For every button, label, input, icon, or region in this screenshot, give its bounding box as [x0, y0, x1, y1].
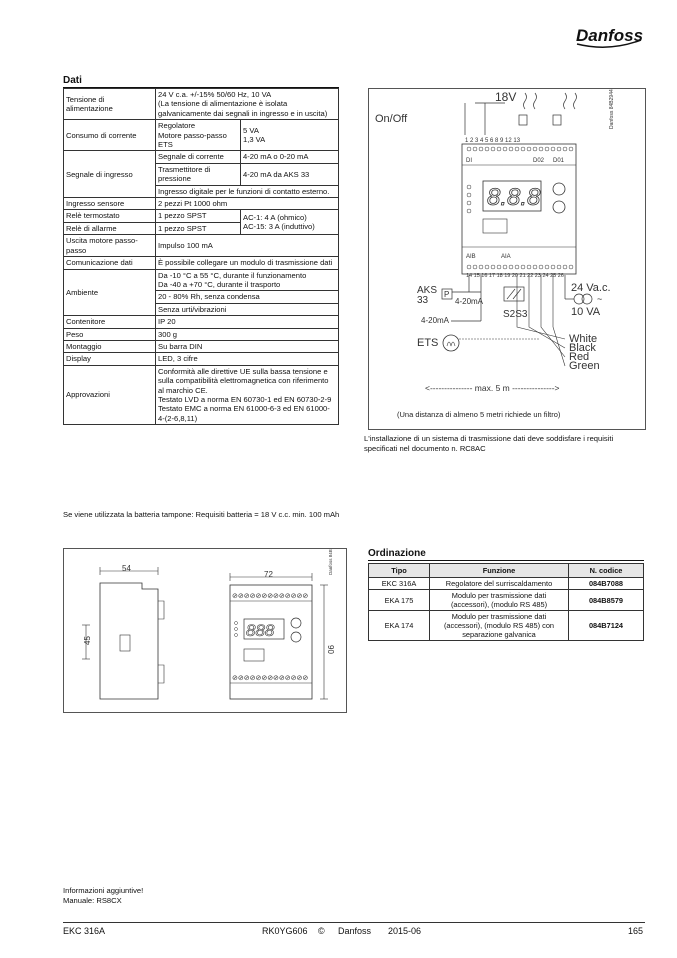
table-row [64, 269, 339, 291]
row-label: Display [64, 353, 156, 365]
cell-tipo: EKA 174 [369, 611, 430, 641]
row-label: Ambiente [64, 269, 156, 316]
dim-54: 54 [122, 564, 131, 573]
battery-note: Se viene utilizzata la batteria tampone: Requisiti batteria = 18 V c.c. min. 100 mAh [63, 510, 340, 519]
dim-72: 72 [264, 570, 273, 579]
dati-title: Dati [63, 75, 82, 86]
consumo-b: Motore passo-passo ETS [158, 130, 227, 150]
ets-label: ETS [417, 337, 439, 349]
table-row [64, 89, 339, 120]
tensione-note: (La tensione di alimentazione è isolata galvanicamente dai segnali in ingresso e in uscita) [158, 99, 328, 118]
ordinazione-title: Ordinazione [368, 548, 426, 559]
danfoss-logo [573, 22, 645, 52]
table-row [64, 257, 339, 269]
tensione-value: 24 V c.a. +/-15% 50/60 Hz, 10 VA [158, 90, 272, 99]
rele-spec-2: AC-15: 3 A (induttivo) [243, 222, 315, 232]
table-row [64, 365, 339, 424]
front-button-up-icon [291, 618, 301, 628]
row-label: Relè di allarme [64, 222, 156, 234]
footer-rule [63, 922, 645, 923]
wire-green-label: Green [569, 360, 600, 372]
wiring-side-code: Danfoss 84B2944.13 [609, 89, 615, 129]
dati-table [63, 88, 339, 425]
terminal-row-top [467, 147, 573, 151]
footer-brand: Danfoss [338, 926, 372, 936]
cell-funzione: Modulo per trasmissione dati (accessori), (modulo RS 485) [430, 590, 569, 611]
row-label: Tensione di alimentazione [64, 89, 156, 120]
row-value: 4-20 mA da AKS 33 [241, 163, 339, 185]
footer-doc: RK0YG606 [262, 926, 308, 936]
ma-label-1: 4-20mA [455, 297, 484, 306]
approvazioni-2: Testato LVD a norma EN 60730-1 ed EN 60730-2-9 [158, 394, 332, 404]
approvazioni-3: Testato EMC a norma EN 61000-6-3 ed EN 61000-4-(2-6,8,11) [158, 404, 330, 423]
ordinazione-table [368, 563, 644, 641]
row-value [156, 365, 339, 424]
front-terminals-top: ⊘⊘⊘⊘⊘⊘⊘⊘⊘⊘⊘⊘⊘ [232, 593, 309, 600]
row-value: 300 g [156, 328, 339, 340]
dim-90: 90 [326, 645, 335, 654]
row-value: È possibile collegare un modulo di trasmissione dati [156, 257, 339, 269]
row-value: 1 pezzo SPST [156, 210, 241, 222]
di-label: DI [466, 158, 472, 164]
row-value [241, 210, 339, 235]
on-off-label: On/Off [375, 113, 408, 125]
consumo-b-val: 1,3 VA [243, 135, 266, 145]
row-value: Segnale di corrente [156, 151, 241, 163]
col-tipo: Tipo [369, 564, 430, 578]
row-value: LED, 3 cifre [156, 353, 339, 365]
row-label: Peso [64, 328, 156, 340]
row-value: 1 pezzo SPST [156, 222, 241, 234]
row-label: Uscita motore passo-passo [64, 235, 156, 257]
aib-label: AIB [466, 254, 476, 260]
row-value: Impulso 100 mA [156, 235, 339, 257]
footer-product: EKC 316A [63, 926, 106, 936]
table-row [64, 340, 339, 352]
col-funzione: Funzione [430, 564, 569, 578]
row-value: IP 20 [156, 316, 339, 328]
row-label: Consumo di corrente [64, 120, 156, 151]
row-value: 20 - 80% Rh, senza condensa [156, 291, 339, 303]
terminal-row-bottom [467, 265, 573, 269]
row-value: 4-20 mA o 0-20 mA [241, 151, 339, 163]
page-number: 165 [628, 926, 644, 936]
table-row [64, 210, 339, 222]
footer-copy: © [318, 926, 325, 936]
consumo-a: Regolatore [158, 121, 196, 131]
wire-black-label: Black [569, 342, 596, 354]
side-view-outline [100, 583, 158, 699]
cell-codice: 084B8579 [569, 590, 644, 611]
cell-funzione: Regolatore del surriscaldamento [430, 578, 569, 590]
ma-label-2: 4-20mA [421, 316, 450, 325]
row-label: Segnale di ingresso [64, 151, 156, 198]
row-value [156, 89, 339, 120]
row-label: Montaggio [64, 340, 156, 352]
aks-num-label: 33 [417, 295, 429, 306]
tilde-icon: ~ [597, 294, 603, 304]
cell-tipo: EKA 175 [369, 590, 430, 611]
ambiente-a1: Da -10 °C a 55 °C, durante il funzionamento [158, 270, 307, 280]
cell-tipo: EKC 316A [369, 578, 430, 590]
cell-codice: 084B7088 [569, 578, 644, 590]
table-row [64, 235, 339, 257]
aks-label: AKS [417, 285, 438, 296]
dim-45: 45 [83, 636, 92, 645]
row-value: Ingresso digitale per le funzioni di contatto esterno. [156, 185, 339, 197]
wire-red-label: Red [569, 351, 590, 363]
info-line-1: Informazioni aggiuntive! [63, 886, 144, 895]
table-row [64, 328, 339, 340]
row-label: Relè termostato [64, 210, 156, 222]
table-row [369, 611, 644, 641]
wiring-diagram [368, 88, 646, 430]
wire-white-label: White [569, 333, 598, 345]
motor-icon [443, 335, 459, 351]
dimensions-diagram [63, 548, 347, 713]
row-value [156, 120, 241, 151]
button-up-icon [553, 183, 565, 195]
table-row [64, 198, 339, 210]
row-value: Senza urti/vibrazioni [156, 303, 339, 315]
button-down-icon [553, 201, 565, 213]
ambiente-a2: Da -40 a +70 °C, durante il trasporto [158, 279, 281, 289]
do1-label: D01 [553, 158, 565, 164]
row-value: Trasmettitore di pressione [156, 163, 241, 185]
row-value [156, 269, 339, 291]
front-terminals-bottom: ⊘⊘⊘⊘⊘⊘⊘⊘⊘⊘⊘⊘⊘ [232, 675, 309, 682]
additional-info [63, 886, 143, 906]
terminals-top: 1 2 3 4 5 6 8 9 12 13 [465, 138, 521, 144]
row-label: Contenitore [64, 316, 156, 328]
table-row [64, 316, 339, 328]
voltage-18-label: 18V [495, 90, 517, 104]
vac-label: 24 Va.c. [571, 282, 611, 294]
cell-codice: 084B7124 [569, 611, 644, 641]
display-digits: 8.8.8 [487, 184, 541, 211]
aia-label: AIA [501, 254, 511, 260]
row-value [241, 120, 339, 151]
row-label: Approvazioni [64, 365, 156, 424]
table-row [64, 151, 339, 163]
row-label: Comunicazione dati [64, 257, 156, 269]
footer-date: 2015-06 [388, 926, 422, 936]
col-codice: N. codice [569, 564, 644, 578]
row-value: Su barra DIN [156, 340, 339, 352]
p-label: P [444, 290, 450, 299]
va-label: 10 VA [571, 306, 601, 318]
front-display-digits: 888 [246, 621, 275, 640]
approvazioni-1: Conformità alle direttive UE sulla bassa tensione e sulla compatibilità elettromagnetica con riferimento al marchio CE. [158, 366, 329, 395]
max-distance: <--------------- max. 5 m ---------------> [425, 383, 560, 393]
row-label: Ingresso sensore [64, 198, 156, 210]
table-row [64, 120, 339, 151]
filter-note: (Una distanza di almeno 5 metri richiede un filtro) [397, 410, 561, 419]
front-button-down-icon [291, 632, 301, 642]
cell-funzione: Modulo per trasmissione dati (accessori), (modulo RS 485) con separazione galvanica [430, 611, 569, 641]
table-row [369, 590, 644, 611]
dims-side-code: Danfoss 84B2961.12 [328, 549, 333, 575]
s2s3-label: S2S3 [503, 309, 528, 320]
consumo-a-val: 5 VA [243, 125, 259, 135]
terminals-bottom: 14 15 16 17 18 19 20 21 22 23 24 25 26 [466, 273, 564, 279]
ordinazione-rule [368, 560, 644, 561]
logo-text: Danfoss [576, 26, 644, 45]
table-row [369, 578, 644, 590]
rele-spec-1: AC-1: 4 A (ohmico) [243, 212, 307, 222]
row-value: 2 pezzi Pt 1000 ohm [156, 198, 339, 210]
table-row [64, 353, 339, 365]
do2-label: D02 [533, 158, 545, 164]
wiring-note: L'installazione di un sistema di trasmissione dati deve soddisfare i requisiti specificati nel documento n. RC8AC [364, 434, 614, 453]
table-header-row [369, 564, 644, 578]
info-line-2: Manuale: RS8CX [63, 896, 122, 905]
